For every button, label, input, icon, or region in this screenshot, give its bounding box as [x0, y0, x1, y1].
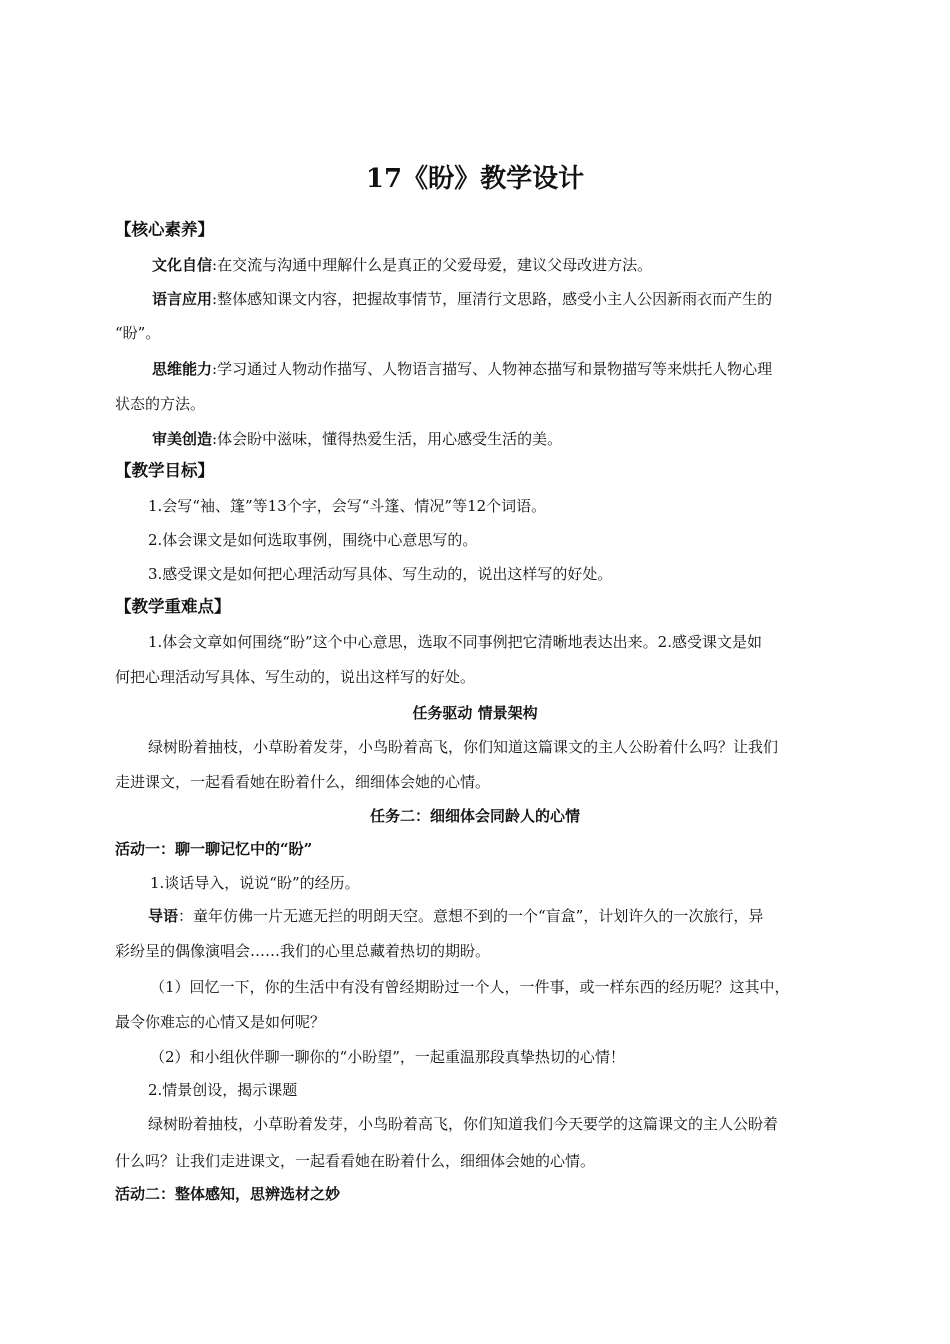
question-1: （1）回忆一下，你的生活中有没有曾经期盼过一个人，一件事，或一样东西的经历呢？这其中， — [150, 978, 790, 996]
activity2-heading: 活动二：整体感知，思辨选材之妙 — [115, 1185, 341, 1203]
section-heading-key-points: 【教学重难点】 — [115, 597, 231, 616]
item-text: :体会盼中滋味，懂得热爱生活，用心感受生活的美。 — [212, 430, 563, 448]
task2-heading: 任务二：细细体会同龄人的心情 — [369, 807, 580, 825]
task-driven-paragraph: 绿树盼着抽枝，小草盼着发芽，小鸟盼着高飞，你们知道这篇课文的主人公盼着什么吗？让我们 — [148, 738, 779, 756]
intro-paragraph — [148, 906, 763, 926]
scenario-paragraph-continuation: 什么吗？让我们走进课文，一起看看她在盼着什么，细细体会她的心情。 — [115, 1152, 596, 1170]
objective-item: 3.感受课文是如何把心理活动写具体、写生动的，说出这样写的好处。 — [148, 565, 613, 583]
intro-label: 导语 — [148, 907, 179, 925]
section-heading-core-literacy: 【核心素养】 — [115, 220, 214, 239]
objective-item: 1.会写“袖、篷”等13个字，会写“斗篷、情况”等12个词语。 — [148, 497, 547, 515]
item-text: :整体感知课文内容，把握故事情节，厘清行文思路，感受小主人公因新雨衣而产生的 — [212, 290, 773, 308]
activity1-heading: 活动一：聊一聊记忆中的“盼” — [115, 840, 313, 858]
item-label: 语言应用 — [152, 290, 213, 308]
objective-item: 2.体会课文是如何选取事例，围绕中心意思写的。 — [148, 531, 478, 549]
item-label: 思维能力 — [152, 360, 213, 378]
key-points-line: 何把心理活动写具体、写生动的，说出这样写的好处。 — [115, 668, 476, 686]
task-driven-heading: 任务驱动 情景架构 — [412, 704, 538, 722]
intro-paragraph-continuation: 彩纷呈的偶像演唱会……我们的心里总藏着热切的期盼。 — [115, 942, 491, 960]
item-label: 审美创造 — [152, 430, 213, 448]
item-text: :学习通过人物动作描写、人物语言描写、人物神态描写和景物描写等来烘托人物心理 — [212, 360, 773, 378]
activity1-step: 2.情景创设，揭示课题 — [148, 1081, 298, 1099]
key-points-line: 1.体会文章如何围绕“盼”这个中心意思，选取不同事例把它清晰地表达出来。2.感受课文是如 — [148, 633, 762, 651]
item-label: 文化自信 — [152, 256, 213, 274]
section-heading-objectives: 【教学目标】 — [115, 461, 214, 480]
core-literacy-item-continuation: “盼”。 — [115, 324, 161, 342]
activity1-step: 1.谈话导入，说说“盼”的经历。 — [150, 874, 360, 892]
task-driven-paragraph: 走进课文，一起看看她在盼着什么，细细体会她的心情。 — [115, 773, 491, 791]
core-literacy-item — [152, 289, 772, 309]
core-literacy-item-continuation: 状态的方法。 — [115, 395, 206, 413]
intro-text: ：童年仿佛一片无遮无拦的明朗天空。意想不到的一个“盲盒”，计划许久的一次旅行，异 — [178, 907, 764, 925]
scenario-paragraph: 绿树盼着抽枝，小草盼着发芽，小鸟盼着高飞，你们知道我们今天要学的这篇课文的主人公盼着 — [148, 1115, 779, 1133]
question-2: （2）和小组伙伴聊一聊你的“小盼望”，一起重温那段真挚热切的心情！ — [150, 1048, 625, 1066]
core-literacy-item — [152, 429, 562, 449]
core-literacy-item — [152, 359, 772, 379]
document-title: 17《盼》教学设计 — [365, 164, 585, 194]
core-literacy-item — [152, 255, 652, 275]
item-text: :在交流与沟通中理解什么是真正的父爱母爱，建议父母改进方法。 — [212, 256, 653, 274]
question-1-continuation: 最令你难忘的心情又是如何呢？ — [115, 1013, 326, 1031]
